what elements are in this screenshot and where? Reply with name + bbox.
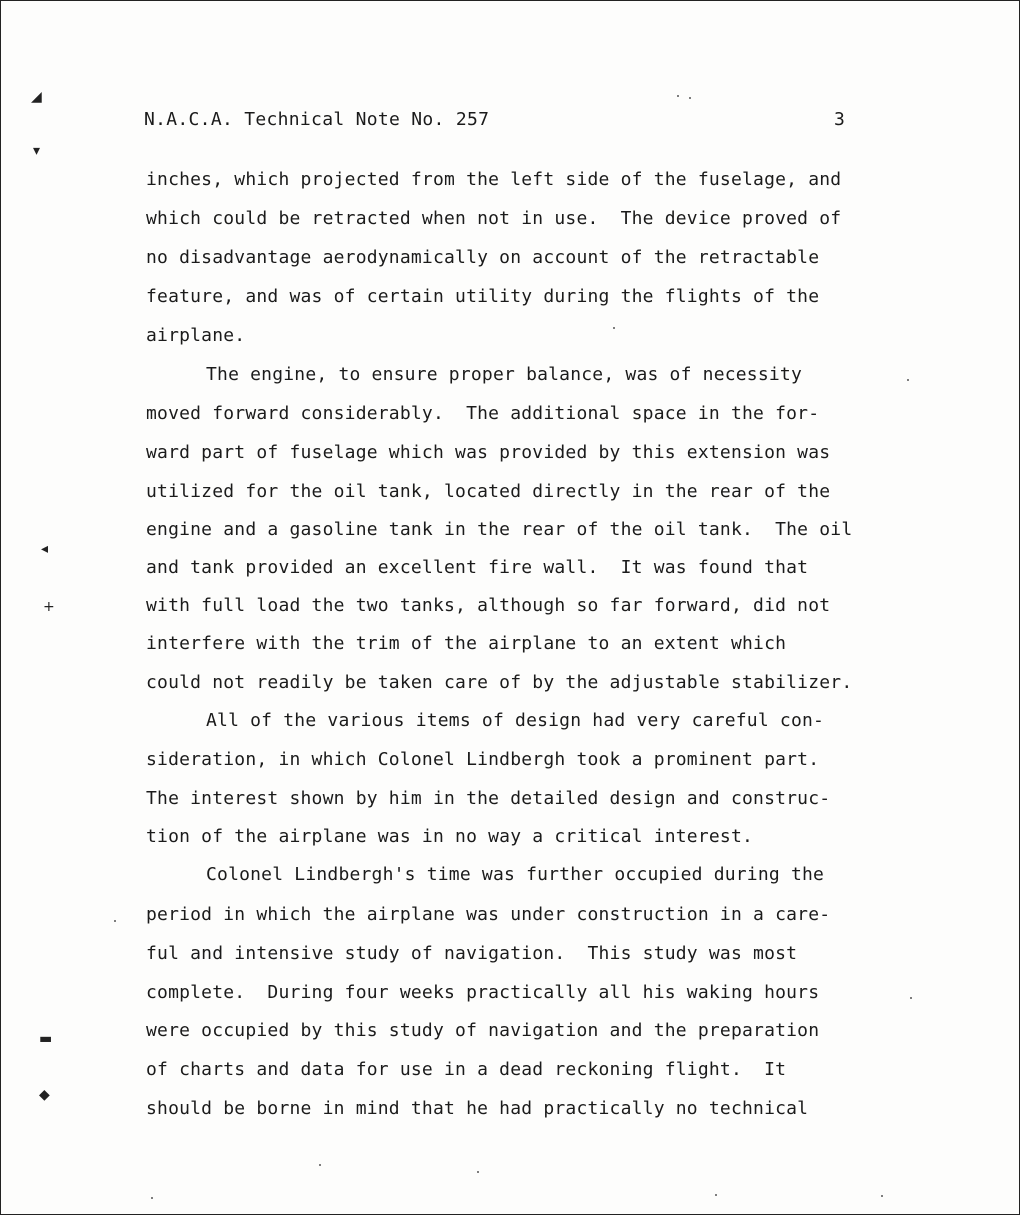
scan-mark: ◂ — [41, 541, 49, 557]
scan-speck — [613, 327, 615, 329]
scan-speck — [114, 920, 116, 922]
scan-mark: ◢ — [31, 89, 42, 105]
scan-speck — [319, 1164, 321, 1166]
scan-speck — [677, 95, 679, 97]
text-line: complete. During four weeks practically all his waking hours — [146, 982, 820, 1003]
text-line: moved forward considerably. The additional space in the for- — [146, 403, 820, 424]
text-line: could not readily be taken care of by the adjustable stabilizer. — [146, 672, 853, 693]
scan-speck — [910, 997, 912, 999]
text-line: sideration, in which Colonel Lindbergh took a prominent part. — [146, 749, 820, 770]
scan-speck — [907, 379, 909, 381]
scan-speck — [715, 1194, 717, 1196]
text-line: which could be retracted when not in use. The device proved of — [146, 208, 842, 229]
text-line: interfere with the trim of the airplane to an extent which — [146, 633, 787, 654]
scan-speck — [881, 1195, 883, 1197]
text-line: The interest shown by him in the detailed design and construc- — [146, 788, 831, 809]
text-line: and tank provided an excellent fire wall. It was found that — [146, 557, 809, 578]
text-line: All of the various items of design had very careful con- — [206, 710, 825, 731]
text-line: no disadvantage aerodynamically on account of the retractable — [146, 247, 820, 268]
scan-speck — [151, 1197, 153, 1199]
text-line: The engine, to ensure proper balance, was of necessity — [206, 364, 802, 385]
text-line: ful and intensive study of navigation. This study was most — [146, 943, 798, 964]
page-number: 3 — [834, 109, 845, 130]
scan-speck — [477, 1171, 479, 1173]
text-line: tion of the airplane was in no way a critical interest. — [146, 826, 754, 847]
scan-mark: + — [43, 599, 55, 615]
page-header — [144, 109, 864, 139]
document-title: N.A.C.A. Technical Note No. 257 — [144, 109, 490, 130]
text-line: airplane. — [146, 325, 246, 346]
text-line: feature, and was of certain utility during the flights of the — [146, 286, 820, 307]
text-line: ward part of fuselage which was provided by this extension was — [146, 442, 831, 463]
scan-speck — [689, 97, 691, 99]
scan-mark: ▾ — [33, 143, 41, 159]
text-line: were occupied by this study of navigation and the preparation — [146, 1020, 820, 1041]
text-line: of charts and data for use in a dead reckoning flight. It — [146, 1059, 787, 1080]
scan-mark: ◆ — [39, 1087, 50, 1103]
text-line: inches, which projected from the left side of the fuselage, and — [146, 169, 842, 190]
text-line: should be borne in mind that he had practically no technical — [146, 1098, 809, 1119]
text-line: period in which the airplane was under construction in a care- — [146, 904, 831, 925]
scan-mark: ▬ — [39, 1031, 53, 1047]
text-line: engine and a gasoline tank in the rear of the oil tank. The oil — [146, 519, 853, 540]
text-line: utilized for the oil tank, located directly in the rear of the — [146, 481, 831, 502]
text-line: Colonel Lindbergh's time was further occupied during the — [206, 864, 825, 885]
text-line: with full load the two tanks, although so far forward, did not — [146, 595, 831, 616]
